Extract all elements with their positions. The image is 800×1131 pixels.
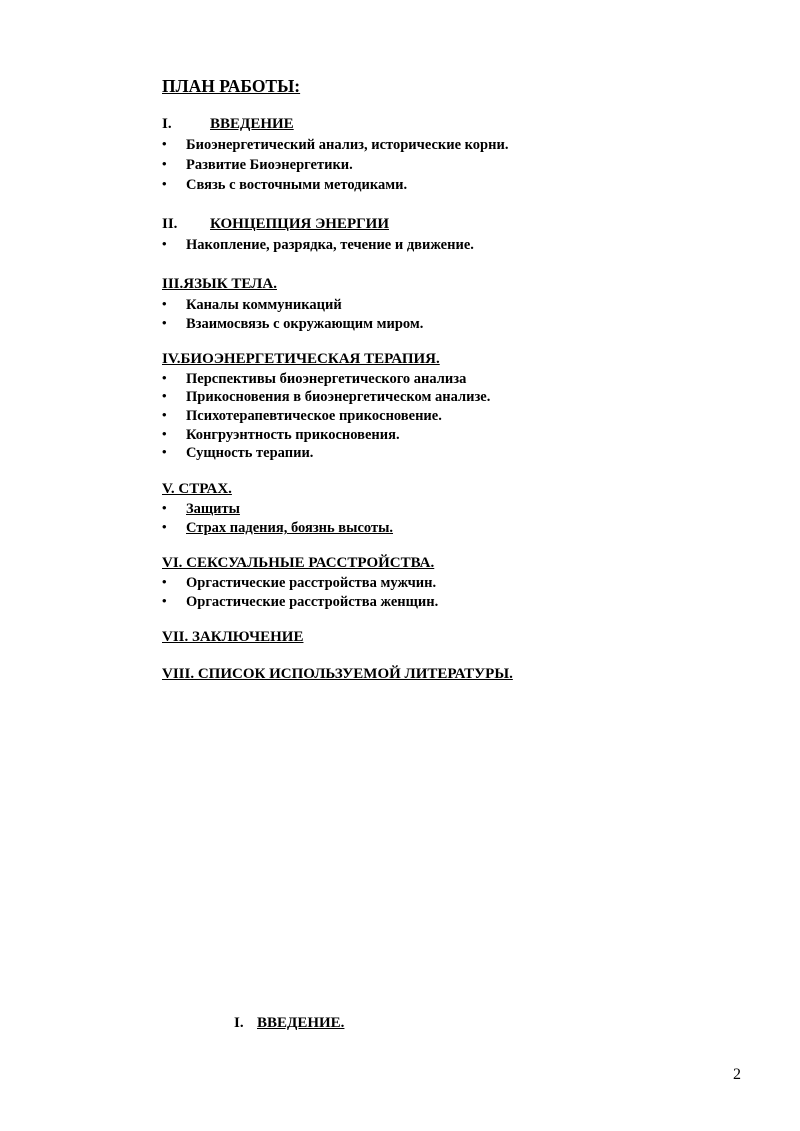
list-item: • Прикосновения в биоэнергетическом анализе.: [162, 388, 491, 405]
page-number: 2: [733, 1066, 741, 1083]
list-item: • Оргастические расстройства мужчин.: [162, 574, 437, 591]
bullet-icon: •: [162, 370, 167, 385]
list-item: • Развитие Биоэнергетики.: [162, 156, 353, 173]
section-7-heading: VII. ЗАКЛЮЧЕНИЕ: [162, 629, 304, 645]
list-item: • Конгруэнтность прикосновения.: [162, 426, 400, 443]
list-item: • Каналы коммуникаций: [162, 296, 342, 313]
list-item: • Связь с восточными методиками.: [162, 176, 408, 193]
section-8-heading: VIII. СПИСОК ИСПОЛЬЗУЕМОЙ ЛИТЕРАТУРЫ.: [162, 666, 513, 682]
section-2-title: КОНЦЕПЦИЯ ЭНЕРГИИ: [210, 216, 389, 232]
bullet-icon: •: [162, 500, 167, 515]
bullet-icon: •: [162, 407, 167, 422]
section-2-heading: [162, 216, 389, 233]
section-4-heading: IV.БИОЭНЕРГЕТИЧЕСКАЯ ТЕРАПИЯ.: [162, 351, 440, 367]
bullet-icon: •: [162, 136, 167, 151]
section-1-number: I.: [162, 116, 172, 132]
chapter-title: ВВЕДЕНИЕ.: [257, 1015, 345, 1031]
list-item: • Биоэнергетический анализ, исторические корни.: [162, 136, 509, 153]
plan-title: ПЛАН РАБОТЫ:: [162, 76, 301, 96]
section-6-heading: VI. СЕКСУАЛЬНЫЕ РАССТРОЙСТВА.: [162, 555, 435, 571]
bullet-icon: •: [162, 296, 167, 311]
bullet-icon: •: [162, 156, 167, 171]
chapter-heading: [234, 1015, 344, 1032]
section-5-heading: V. СТРАХ.: [162, 481, 232, 497]
list-item: • Взаимосвязь с окружающим миром.: [162, 315, 424, 332]
section-1-heading: [162, 116, 294, 133]
bullet-icon: •: [162, 593, 167, 608]
bullet-icon: •: [162, 426, 167, 441]
bullet-icon: •: [162, 315, 167, 330]
bullet-icon: •: [162, 574, 167, 589]
bullet-icon: •: [162, 444, 167, 459]
bullet-icon: •: [162, 176, 167, 191]
chapter-number: I.: [234, 1015, 244, 1031]
list-item: • Психотерапевтическое прикосновение.: [162, 407, 442, 424]
list-item: • Страх падения, боязнь высоты.: [162, 519, 394, 536]
bullet-icon: •: [162, 388, 167, 403]
bullet-icon: •: [162, 519, 167, 534]
list-item: • Перспективы биоэнергетического анализа: [162, 370, 467, 387]
section-3-heading: III.ЯЗЫК ТЕЛА.: [162, 276, 277, 292]
list-item: • Сущность терапии.: [162, 444, 314, 461]
section-2-number: II.: [162, 216, 178, 232]
list-item: • Накопление, разрядка, течение и движение.: [162, 236, 474, 253]
list-item: • Защиты: [162, 500, 240, 517]
bullet-icon: •: [162, 236, 167, 251]
list-item: • Оргастические расстройства женщин.: [162, 593, 439, 610]
section-1-title: ВВЕДЕНИЕ: [210, 116, 294, 132]
